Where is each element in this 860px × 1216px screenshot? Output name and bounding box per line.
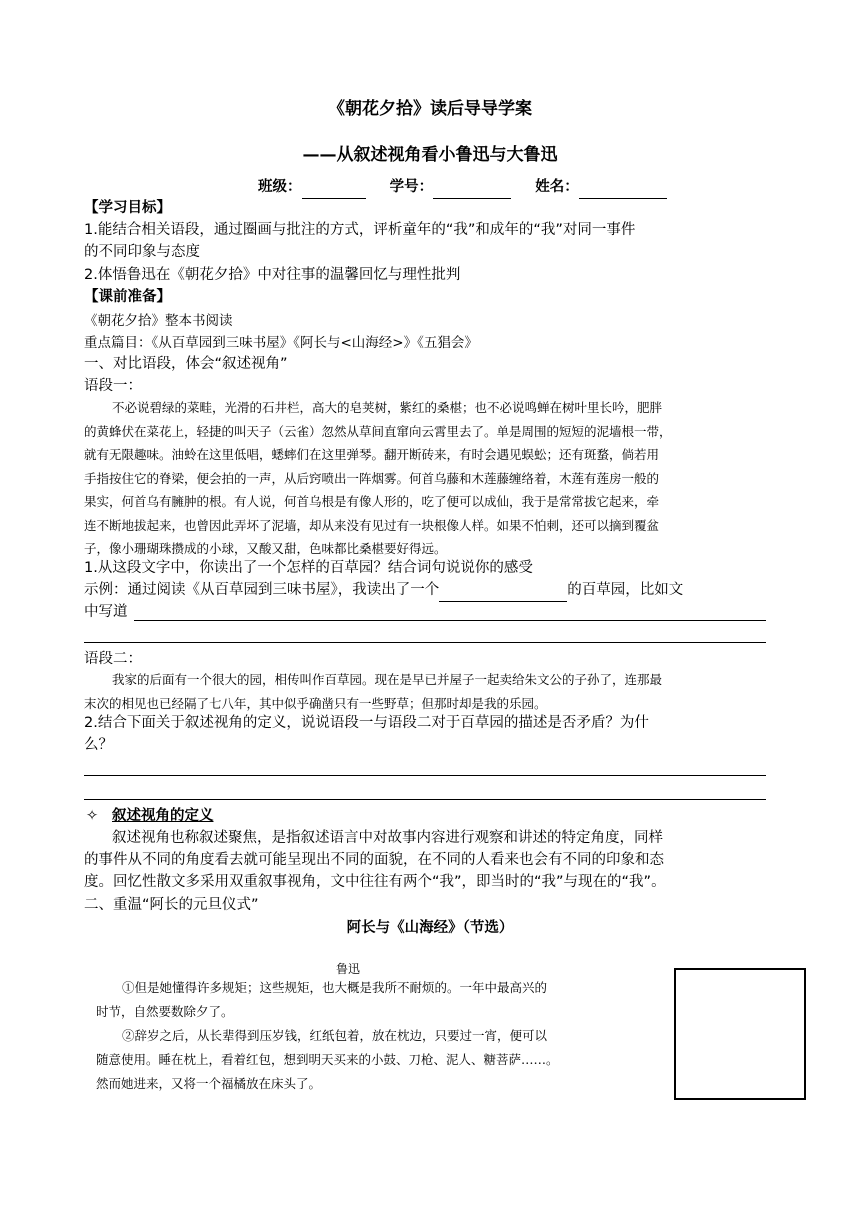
passage-2-label: 语段二： (84, 651, 142, 667)
prep-heading: 【课前准备】 (84, 289, 171, 305)
class-label: 班级： (258, 179, 302, 195)
question-1-example (84, 579, 683, 602)
question-2-line-2: 么？ (84, 737, 113, 753)
passage-1-line: 的黄蜂伏在菜花上，轻捷的叫天子（云雀）忽然从草间直窜向云霄里去了。单是周围的短短的泥墙根一带， (84, 423, 672, 439)
section-1-heading: 一、对比语段，体会“叙述视角” (84, 356, 288, 372)
prep-line-1: 《朝花夕拾》整本书阅读 (84, 313, 233, 329)
goal-1-line-2: 的不同印象与态度 (84, 244, 200, 260)
passage-1-line: 不必说碧绿的菜畦，光滑的石井栏，高大的皂荚树，紫红的桑椹；也不必说鸣蝉在树叶里长吟，肥胖 (112, 400, 663, 415)
definition-line-2: 的事件从不同的角度看去就可能呈现出不同的面貌，在不同的人看来也会有不同的印象和态 (84, 852, 664, 868)
excerpt-line: ①但是她懂得许多规矩；这些规矩，也大概是我所不耐烦的。一年中最高兴的 (122, 980, 548, 995)
passage-2-line: 末次的相见也已经隔了七八年，其中似乎确凿只有一些野草；但那时却是我的乐园。 (84, 695, 547, 711)
passage-1-line: 就有无限趣味。油蛉在这里低唱，蟋蟀们在这里弹琴。翻开断砖来，有时会遇见蜈蚣；还有斑蝥，倘若用 (84, 447, 660, 462)
excerpt-line: ②辞岁之后，从长辈得到压岁钱，红纸包着，放在枕边，只要过一宵，便可以 (122, 1028, 548, 1043)
passage-2 (84, 668, 662, 715)
passage-1 (84, 396, 784, 561)
name-blank[interactable] (579, 176, 667, 199)
definition-line-3: 度。回忆性散文多采用双重叙事视角，文中往往有两个“我”，即当时的“我”与现在的“我”。 (84, 874, 666, 890)
answer-line[interactable] (84, 799, 766, 800)
passage-1-label: 语段一： (84, 378, 142, 394)
goal-2: 2.体悟鲁迅在《朝花夕拾》中对往事的温馨回忆与理性批判 (84, 267, 461, 283)
page-title: 《朝花夕拾》读后导导学案 (328, 99, 532, 119)
passage-1-line: 果实，何首乌有臃肿的根。有人说，何首乌根是有像人形的，吃了便可以成仙，我于是常常拔它起来，牵 (84, 494, 660, 509)
excerpt-author: 鲁迅 (336, 962, 361, 976)
excerpt-line: 然而她进来，又将一个福橘放在床头了。 (96, 1076, 322, 1091)
section-2-heading: 二、重温“阿长的元旦仪式” (84, 897, 259, 913)
student-id-blank[interactable] (433, 176, 511, 199)
answer-line[interactable] (84, 775, 766, 776)
info-line (258, 176, 667, 199)
excerpt-line: 随意使用。睡在枕上，看着红包，想到明天买来的小鼓、刀枪、泥人、糖菩萨……。 (96, 1052, 559, 1067)
answer-line[interactable] (134, 620, 766, 621)
question-2-line-1: 2.结合下面关于叙述视角的定义，说说语段一与语段二对于百草园的描述是否矛盾？为什 (84, 715, 649, 731)
example-blank[interactable] (439, 579, 567, 602)
question-1-example-cont: 中写道 (84, 604, 128, 620)
goals-heading: 【学习目标】 (84, 200, 171, 216)
name-label: 姓名： (535, 179, 579, 195)
excerpt-passage (96, 976, 559, 1096)
excerpt-line: 时节，自然要数除夕了。 (96, 1004, 234, 1019)
answer-line[interactable] (84, 642, 766, 643)
empty-frame-box (674, 968, 806, 1100)
example-text-a: 示例：通过阅读《从百草园到三味书屋》，我读出了一个 (84, 582, 440, 598)
passage-1-line: 连不断地拔起来，也曾因此弄坏了泥墙，却从来没有见过有一块根像人样。如果不怕刺，还可以摘到覆盆 (84, 517, 660, 533)
class-blank[interactable] (302, 176, 366, 199)
definition-bullet-icon: ✧ (86, 808, 99, 824)
student-id-label: 学号： (389, 179, 434, 195)
page-subtitle: ——从叙述视角看小鲁迅与大鲁迅 (302, 145, 558, 165)
example-text-b: 的百草园，比如文 (567, 582, 684, 598)
passage-1-line: 子，像小珊瑚珠攒成的小球，又酸又甜，色味都比桑椹要好得远。 (84, 541, 447, 556)
definition-line-1: 叙述视角也称叙述聚焦，是指叙述语言中对故事内容进行观察和讲述的特定角度，同样 (112, 830, 663, 846)
goal-1-line-1: 1.能结合相关语段，通过圈画与批注的方式，评析童年的“我”和成年的“我”对同一事件 (84, 222, 636, 238)
passage-1-line: 手指按住它的脊梁，便会拍的一声，从后窍喷出一阵烟雾。何首乌藤和木莲藤缠络着，木莲有莲房一般的 (84, 470, 660, 486)
definition-heading: 叙述视角的定义 (112, 808, 214, 824)
passage-2-line: 我家的后面有一个很大的园，相传叫作百草园。现在是早已并屋子一起卖给朱文公的子孙了，连那最 (112, 672, 663, 687)
question-1: 1.从这段文字中，你读出了一个怎样的百草园？结合词句说说你的感受 (84, 560, 533, 576)
excerpt-title: 阿长与《山海经》（节选） (346, 920, 514, 936)
prep-line-2: 重点篇目：《从百草园到三味书屋》《阿长与<山海经>》《五猖会》 (84, 335, 478, 351)
